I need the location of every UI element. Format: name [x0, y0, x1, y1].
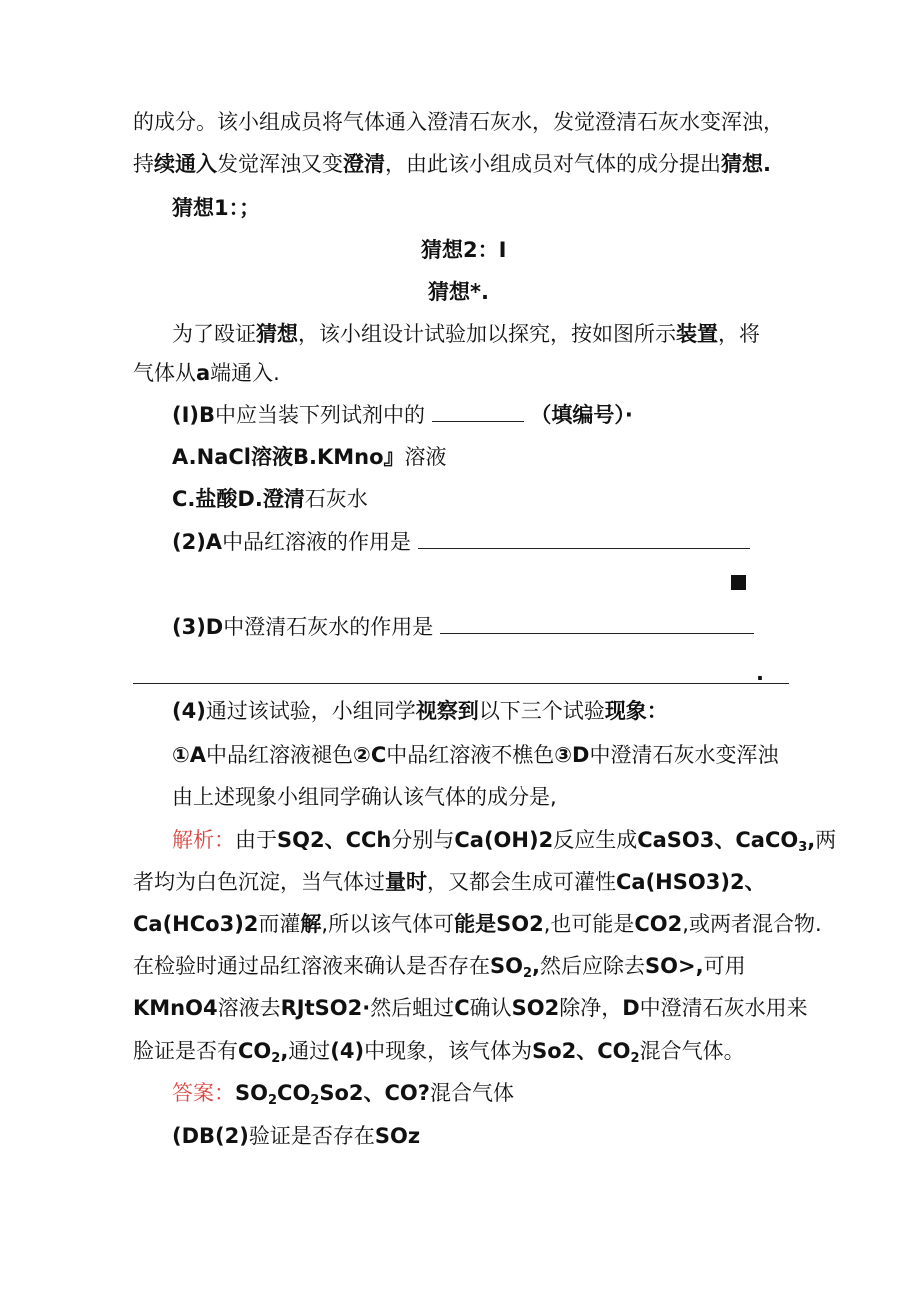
options-ab: A.NaCl溶液B.KMno』溶液 [172, 445, 447, 469]
period-mark: . [756, 661, 764, 685]
answer-line-2: (DB(2)验证是否存在SOz [172, 1124, 421, 1148]
analysis-line-3: Ca(HCo3)2而灌解,所以该气体可能是SO2,也可能是CO2,或两者混合物. [133, 912, 822, 936]
analysis-line-4: 在检验时通过品红溶液来确认是否存在$SO_2$,然后应除去SO>,可用 [133, 954, 746, 981]
observations: ①A中品红溶液褪色②C中品红溶液不樵色③D中澄清石灰水变浑浊 [172, 743, 779, 767]
guess-2: 猜想2：I [421, 238, 507, 262]
text-line-2: 持续通入发觉浑浊又变澄清，由此该小组成员对气体的成分提出猜想. [133, 152, 771, 176]
question-1: (I)B中应当装下列试剂中的 （填编号）· [172, 403, 633, 427]
question-4: (4)通过该试验，小组同学视察到以下三个试验现象： [172, 699, 668, 723]
analysis-line-1: 解析：由于SQ2、CCh分别与Ca(OH)2反应生成CaSO3、CaCO$_3$,两 [172, 828, 837, 855]
conclusion-prompt: 由上述现象小组同学确认该气体的成分是, [172, 785, 557, 809]
text-line-purpose: 为了殴证猜想，该小组设计试验加以探究，按如图所示装置，将 [172, 322, 760, 346]
question-2: (2)A中品红溶液的作用是 [172, 527, 750, 557]
analysis-line-2: 者均为白色沉淀，当气体过量时，又都会生成可灌性Ca(HSO3)2、 [133, 870, 766, 894]
answer-line-3b[interactable] [133, 683, 789, 684]
text-line-1: 的成分。该小组成员将气体通入澄清石灰水，发觉澄清石灰水变浑浊， [133, 110, 784, 134]
analysis-line-6: 脸证是否有$CO_2$,通过(4)中现象，该气体为So2、$CO_2$混合气体。 [133, 1039, 745, 1066]
square-mark [731, 575, 746, 590]
guess-1: 猜想1：； [172, 196, 261, 220]
analysis-line-5: KMnO4溶液去RJtSO2·然后蛆过C确认SO2除净，D中澄清石灰水用来 [133, 996, 808, 1020]
answer-blank-3[interactable] [440, 615, 754, 634]
options-cd: C.盐酸D.澄清石灰水 [172, 487, 368, 511]
guess-3: 猜想*. [428, 280, 489, 304]
answer-blank-1[interactable] [432, 403, 524, 422]
answer-line-1: 答案：$SO_2CO_2So2$、CO?混合气体 [172, 1081, 514, 1108]
analysis-label: 解析： [172, 828, 235, 852]
answer-label: 答案： [172, 1081, 235, 1105]
text-line-gas-in: 气体从a端通入. [133, 361, 280, 385]
question-3: (3)D中澄清石灰水的作用是 [172, 612, 754, 642]
answer-blank-2[interactable] [418, 530, 750, 549]
